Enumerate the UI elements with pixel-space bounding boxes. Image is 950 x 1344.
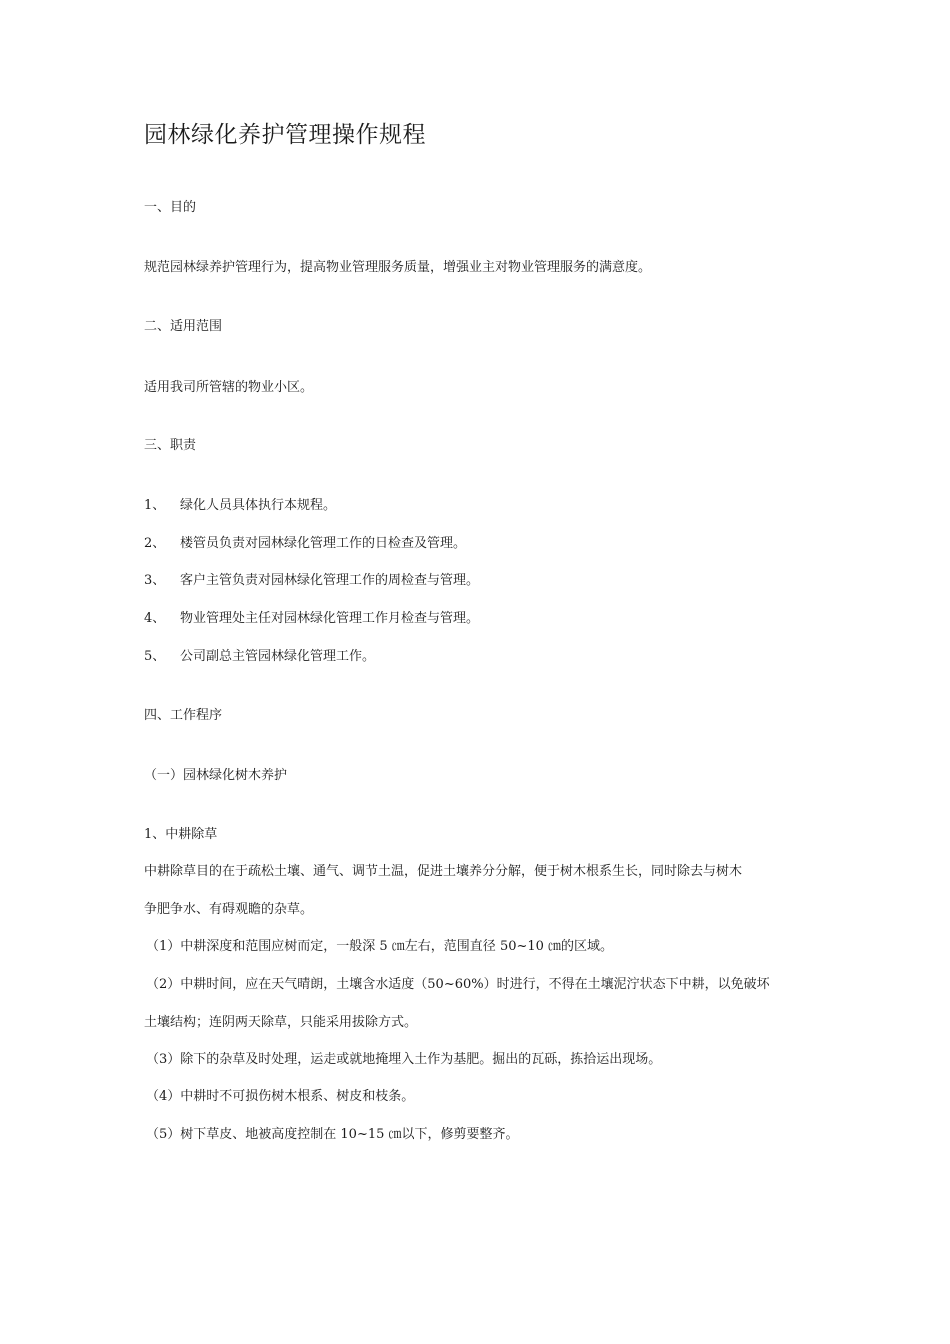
responsibility-item bbox=[144, 535, 466, 553]
item-text: 客户主管负责对园林绿化管理工作的周检查与管理。 bbox=[180, 573, 480, 588]
section-heading-purpose: 一、目的 bbox=[144, 200, 197, 215]
document-title: 园林绿化养护管理操作规程 bbox=[144, 122, 426, 148]
paragraph-line: 争肥争水、有碍观瞻的杂草。 bbox=[144, 902, 314, 917]
section-heading-scope: 二、适用范围 bbox=[144, 319, 223, 334]
item-text: 公司副总主管园林绿化管理工作。 bbox=[180, 649, 376, 664]
item-number: 4、 bbox=[144, 611, 166, 626]
section-body-purpose: 规范园林绿养护管理行为，提高物业管理服务质量，增强业主对物业管理服务的满意度。 bbox=[144, 260, 652, 275]
item-text: 物业管理处主任对园林绿化管理工作月检查与管理。 bbox=[180, 611, 480, 626]
item-number: 5、 bbox=[144, 649, 166, 664]
paragraph-line: 中耕除草目的在于疏松土壤、通气、调节土温，促进土壤养分分解，便于树木根系生长，同时除去与树木 bbox=[144, 864, 743, 879]
item-number: 3、 bbox=[144, 573, 166, 588]
responsibility-item bbox=[144, 497, 336, 515]
paragraph-line: （2）中耕时间，应在天气晴朗，土壤含水适度（50~60%）时进行，不得在土壤泥泞状态下中耕，以免破坏 bbox=[146, 977, 770, 992]
section-heading-procedure: 四、工作程序 bbox=[144, 708, 223, 723]
section-body-scope: 适用我司所管辖的物业小区。 bbox=[144, 380, 314, 395]
responsibility-item bbox=[144, 610, 479, 628]
paragraph-line: （3）除下的杂草及时处理，运走或就地掩埋入土作为基肥。掘出的瓦砾，拣拾运出现场。 bbox=[146, 1052, 662, 1067]
section-heading-responsibilities: 三、职责 bbox=[144, 438, 197, 453]
subsection-heading: （一）园林绿化树木养护 bbox=[144, 768, 288, 783]
paragraph-line: （4）中耕时不可损伤树木根系、树皮和枝条。 bbox=[146, 1089, 415, 1104]
item-text: 楼管员负责对园林绿化管理工作的日检查及管理。 bbox=[180, 536, 467, 551]
paragraph-line: （5）树下草皮、地被高度控制在 10~15 ㎝以下，修剪要整齐。 bbox=[146, 1127, 519, 1142]
paragraph-line: （1）中耕深度和范围应树而定，一般深 5 ㎝左右，范围直径 50~10 ㎝的区域。 bbox=[146, 939, 614, 954]
item-text: 绿化人员具体执行本规程。 bbox=[180, 498, 337, 513]
responsibility-item bbox=[144, 648, 375, 666]
responsibility-item bbox=[144, 572, 479, 590]
subsection-item-heading: 1、中耕除草 bbox=[144, 827, 218, 842]
item-number: 2、 bbox=[144, 536, 166, 551]
paragraph-line: 土壤结构；连阴两天除草，只能采用拔除方式。 bbox=[144, 1015, 418, 1030]
item-number: 1、 bbox=[144, 498, 166, 513]
